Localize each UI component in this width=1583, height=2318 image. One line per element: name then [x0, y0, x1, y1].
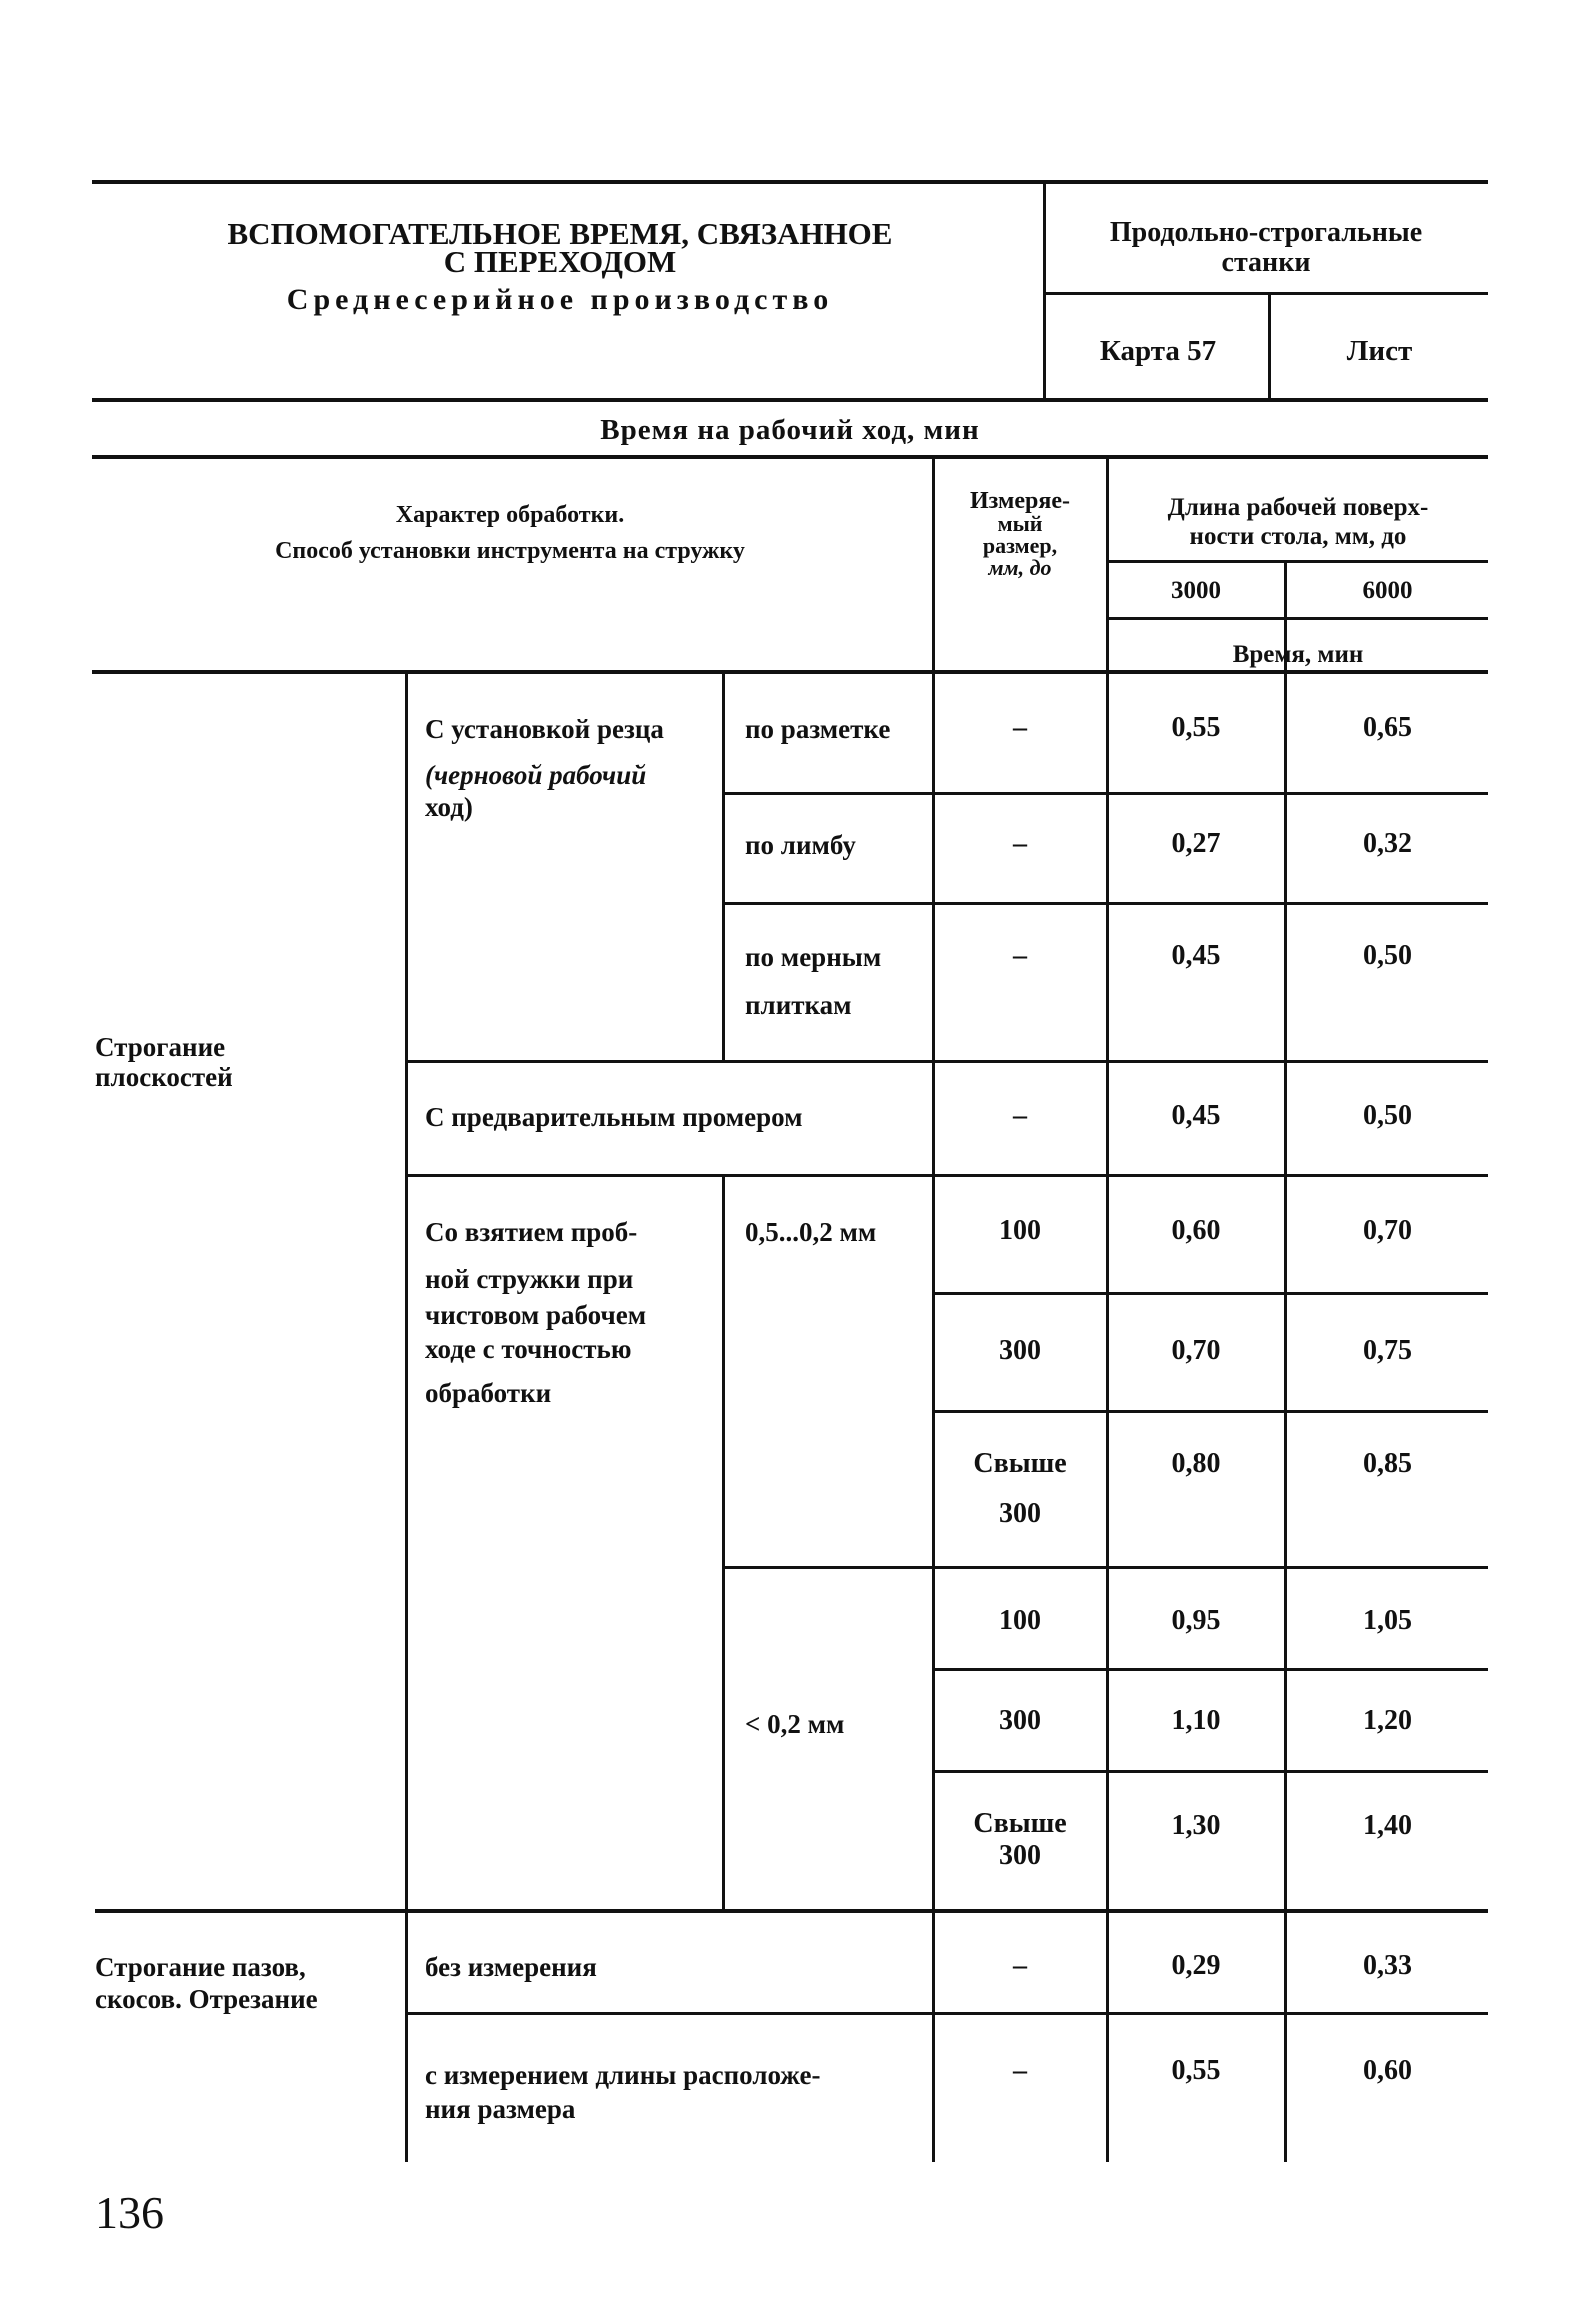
row-rule: [932, 1668, 1488, 1671]
method-cell: С предварительным промером: [425, 1102, 803, 1132]
col-measured-line2: мый: [997, 511, 1043, 536]
machine-type-line2: станки: [1221, 247, 1311, 278]
accuracy-range-1: 0,5...0,2 мм: [745, 1217, 877, 1247]
accuracy-range-2: < 0,2 мм: [745, 1709, 845, 1739]
time-3000-cell: 1,10: [1171, 1705, 1221, 1736]
time-6000-cell: 0,65: [1363, 712, 1412, 743]
row-rule: [932, 1410, 1488, 1413]
method-cell: по лимбу: [745, 830, 856, 860]
row-rule: [722, 792, 1488, 795]
size-cell: 100: [999, 1215, 1041, 1246]
col-measured-line3: размер,: [982, 533, 1058, 558]
col-divider-method-b: [722, 1174, 725, 1911]
group-grooves-line1: Строгание пазов,: [95, 1952, 306, 1982]
col-length-6000: 6000: [1362, 577, 1413, 604]
size-cell: Свыше: [973, 1808, 1067, 1839]
row-rule: [722, 1566, 1488, 1569]
time-6000-cell: 0,85: [1363, 1448, 1412, 1479]
doc-subtitle: Среднесерийное производство: [286, 283, 834, 316]
time-6000-cell: 0,50: [1363, 1100, 1412, 1131]
method-cell: плиткам: [745, 990, 852, 1020]
size-cell: Свыше: [973, 1448, 1067, 1479]
size-cell: –: [1013, 1950, 1027, 1981]
col-measured-line1: Измеряе-: [970, 488, 1070, 514]
group-planing-line2: плоскостей: [95, 1062, 233, 1092]
size-cell: 100: [999, 1605, 1041, 1636]
size-cell: –: [1013, 1100, 1027, 1131]
section-title: Время на рабочий ход, мин: [600, 414, 980, 446]
machine-type-line1: Продольно-строгальные: [1109, 217, 1423, 248]
time-6000-cell: 0,75: [1363, 1335, 1412, 1366]
method-cell: с измерением длины расположе-: [425, 2060, 821, 2090]
top-rule: [92, 180, 1488, 184]
header-right-rule: [1043, 292, 1488, 295]
len-values-rule: [1108, 617, 1488, 620]
section-rule: [92, 455, 1488, 459]
time-6000-cell: 1,20: [1363, 1705, 1412, 1736]
col-divider-method-a: [722, 672, 725, 1060]
col-divider-subgroup: [405, 672, 408, 2162]
time-6000-cell: 0,50: [1363, 940, 1412, 971]
size-cell: –: [1013, 940, 1027, 971]
size-cell: 300: [999, 1840, 1041, 1871]
subgroup-trial-line4: ходе с точностью: [425, 1334, 632, 1364]
time-6000-cell: 1,05: [1363, 1605, 1412, 1636]
size-cell: –: [1013, 828, 1027, 859]
col-character-line1: Характер обработки.: [395, 502, 625, 528]
time-3000-cell: 0,55: [1171, 712, 1221, 743]
time-6000-cell: 0,60: [1363, 2055, 1412, 2086]
page-number: 136: [95, 2187, 164, 2238]
time-3000-cell: 0,29: [1171, 1950, 1221, 1981]
group-rule: [95, 1909, 1488, 1913]
time-3000-cell: 0,70: [1171, 1335, 1221, 1366]
time-3000-cell: 0,45: [1171, 1100, 1221, 1131]
row-rule: [405, 2012, 1488, 2015]
time-3000-cell: 0,55: [1171, 2055, 1221, 2086]
doc-title-line2: С ПЕРЕХОДОМ: [443, 244, 677, 279]
doc-title-line1: ВСПОМОГАТЕЛЬНОЕ ВРЕМЯ, СВЯЗАННОЕ: [227, 216, 893, 251]
col-length-line1: Длина рабочей поверх-: [1167, 494, 1429, 521]
row-rule: [405, 1060, 1488, 1063]
sheet-label: Лист: [1346, 335, 1413, 367]
method-cell: по мерным: [745, 942, 882, 972]
card-number: Карта 57: [1099, 335, 1217, 367]
subgroup-trial-line5: обработки: [425, 1378, 552, 1408]
subgroup-trial-line3: чистовом рабочем: [425, 1300, 647, 1330]
row-rule: [722, 902, 1488, 905]
time-6000-cell: 0,70: [1363, 1215, 1412, 1246]
time-3000-cell: 0,95: [1171, 1605, 1221, 1636]
subgroup-cutter-line1: С установкой резца: [425, 714, 664, 744]
col-character-line2: Способ установки инструмента на стружку: [275, 538, 745, 564]
size-cell: 300: [999, 1498, 1041, 1529]
subgroup-cutter-line3: ход): [425, 792, 473, 822]
method-cell: по разметке: [745, 714, 891, 744]
time-6000-cell: 0,33: [1363, 1950, 1412, 1981]
subgroup-trial-line1: Со взятием проб-: [425, 1217, 638, 1247]
time-6000-cell: 1,40: [1363, 1810, 1412, 1841]
time-3000-cell: 1,30: [1171, 1810, 1221, 1841]
size-cell: 300: [999, 1335, 1041, 1366]
row-rule: [932, 1292, 1488, 1295]
header-table-rule: [92, 670, 1488, 674]
time-3000-cell: 0,80: [1171, 1448, 1221, 1479]
col-time: Время, мин: [1232, 641, 1364, 668]
row-rule: [405, 1174, 1488, 1177]
col-measured-line4: мм, до: [988, 555, 1052, 580]
col-length-line2: ности стола, мм, до: [1189, 523, 1407, 550]
subgroup-trial-line2: ной стружки при: [425, 1264, 634, 1294]
size-cell: –: [1013, 712, 1027, 743]
time-3000-cell: 0,60: [1171, 1215, 1221, 1246]
size-cell: –: [1013, 2055, 1027, 2086]
method-cell: без измерения: [425, 1952, 597, 1982]
size-cell: 300: [999, 1705, 1041, 1736]
col-length-3000: 3000: [1171, 577, 1221, 604]
time-3000-cell: 0,27: [1171, 828, 1221, 859]
group-planing-line1: Строгание: [95, 1032, 226, 1062]
time-3000-cell: 0,45: [1171, 940, 1221, 971]
group-grooves-line2: скосов. Отрезание: [95, 1984, 318, 2014]
subgroup-cutter-line2: (черновой рабочий: [425, 760, 647, 790]
length-rule: [1108, 560, 1488, 563]
header-bottom-rule: [92, 398, 1488, 402]
method-cell: ния размера: [425, 2094, 576, 2124]
row-rule: [932, 1770, 1488, 1773]
time-6000-cell: 0,32: [1363, 828, 1412, 859]
